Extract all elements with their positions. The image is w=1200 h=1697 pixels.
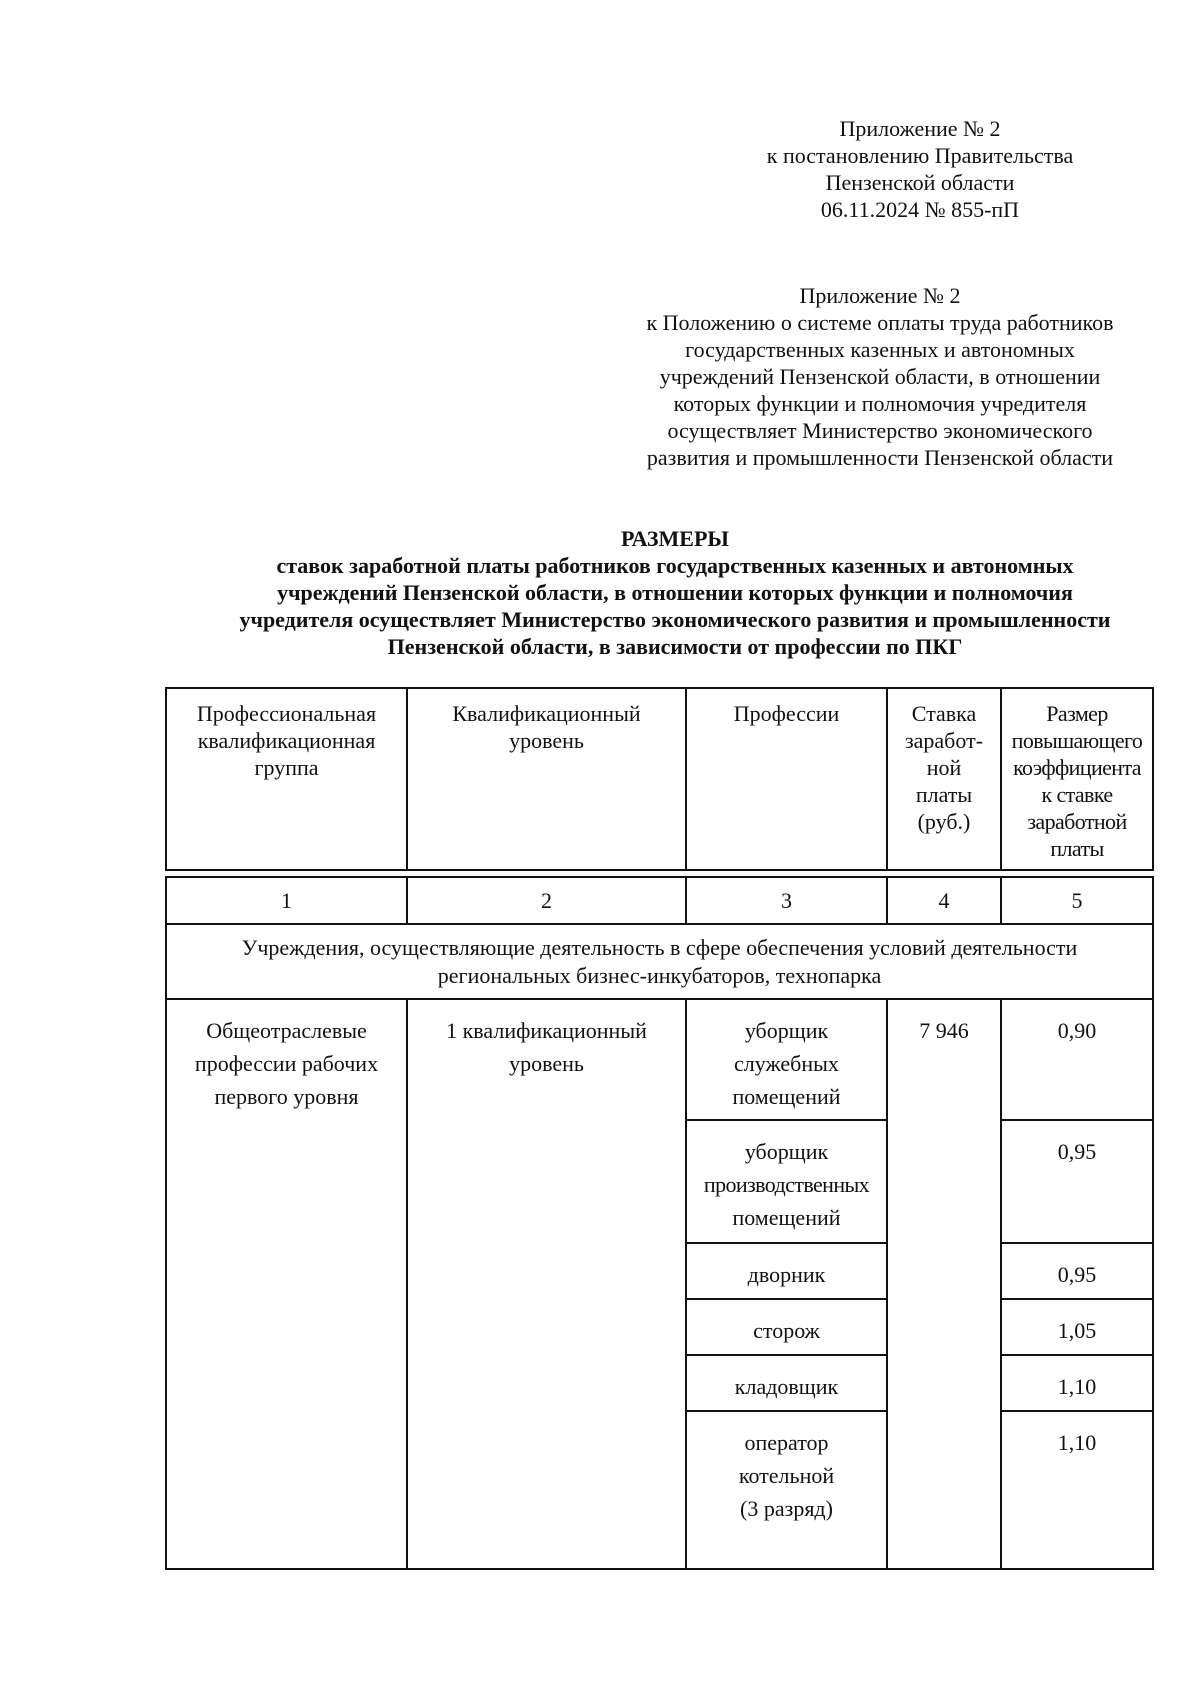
column-numbers-row xyxy=(165,876,1154,925)
profession-cell: оператор котельной (3 разряд) xyxy=(686,1411,887,1569)
rate-cell: 7 946 xyxy=(887,999,1001,1569)
title-line: учреждений Пензенской области, в отношении которых функции и полномочия xyxy=(277,580,1073,605)
annex-line: осуществляет Министерство экономического xyxy=(667,418,1093,443)
profession-cell: сторож xyxy=(686,1299,887,1355)
header-group: Профессиональная квалификационная группа xyxy=(166,688,407,870)
coefficient-cell: 0,90 xyxy=(1001,999,1153,1120)
title-line: учредителя осуществляет Министерство экономического развития и промышленности xyxy=(239,607,1111,632)
column-number: 1 xyxy=(166,877,407,924)
title-line: Пензенской области, в зависимости от профессии по ПКГ xyxy=(387,634,963,659)
column-number: 5 xyxy=(1001,877,1153,924)
coefficient-cell: 0,95 xyxy=(1001,1120,1153,1243)
header-rate: Ставка заработ- ной платы (руб.) xyxy=(887,688,1001,870)
column-number: 4 xyxy=(887,877,1001,924)
coefficient-cell: 1,10 xyxy=(1001,1411,1153,1569)
annex-line: к постановлению Правительства xyxy=(766,143,1074,168)
annex-line: учреждений Пензенской области, в отношении xyxy=(659,364,1101,389)
title-line: ставок заработной платы работников государственных казенных и автономных xyxy=(276,553,1074,578)
annex-line: которых функции и полномочия учредителя xyxy=(673,391,1087,416)
annex-line: Приложение № 2 xyxy=(799,283,961,308)
profession-cell: уборщик производственных помещений xyxy=(686,1120,887,1243)
group-cell: Общеотраслевые профессии рабочих первого уровня xyxy=(166,999,407,1569)
coefficient-cell: 0,95 xyxy=(1001,1243,1153,1299)
annex-line: к Положению о системе оплаты труда работников xyxy=(646,310,1114,335)
title-line: РАЗМЕРЫ xyxy=(620,526,730,551)
profession-cell: уборщик служебных помещений xyxy=(686,999,887,1120)
annex-line: Пензенской области xyxy=(825,170,1015,195)
section-title: Учреждения, осуществляющие деятельность в сфере обеспечения условий деятельности региональных бизнес-инкубаторов, технопарка xyxy=(166,924,1153,999)
coefficient-cell: 1,05 xyxy=(1001,1299,1153,1355)
annex-decree-reference xyxy=(700,115,1140,223)
document-title xyxy=(150,525,1200,660)
header-profession: Профессии xyxy=(686,688,887,870)
header-level: Квалификационный уровень xyxy=(407,688,686,870)
annex-line: Приложение № 2 xyxy=(839,116,1001,141)
annex-regulation-reference xyxy=(600,282,1160,471)
annex-line: 06.11.2024 № 855-пП xyxy=(820,197,1020,222)
column-number: 3 xyxy=(686,877,887,924)
profession-cell: дворник xyxy=(686,1243,887,1299)
table-row xyxy=(166,999,1153,1120)
column-number: 2 xyxy=(407,877,686,924)
profession-cell: кладовщик xyxy=(686,1355,887,1411)
coefficient-cell: 1,10 xyxy=(1001,1355,1153,1411)
table-header xyxy=(165,687,1154,871)
level-cell: 1 квалификационный уровень xyxy=(407,999,686,1569)
annex-line: государственных казенных и автономных xyxy=(685,337,1075,362)
annex-line: развития и промышленности Пензенской области xyxy=(646,445,1114,470)
section-row xyxy=(166,924,1153,999)
header-coefficient: Размер повышающего коэффициента к ставке заработной платы xyxy=(1001,688,1153,870)
rates-table xyxy=(165,923,1154,1570)
